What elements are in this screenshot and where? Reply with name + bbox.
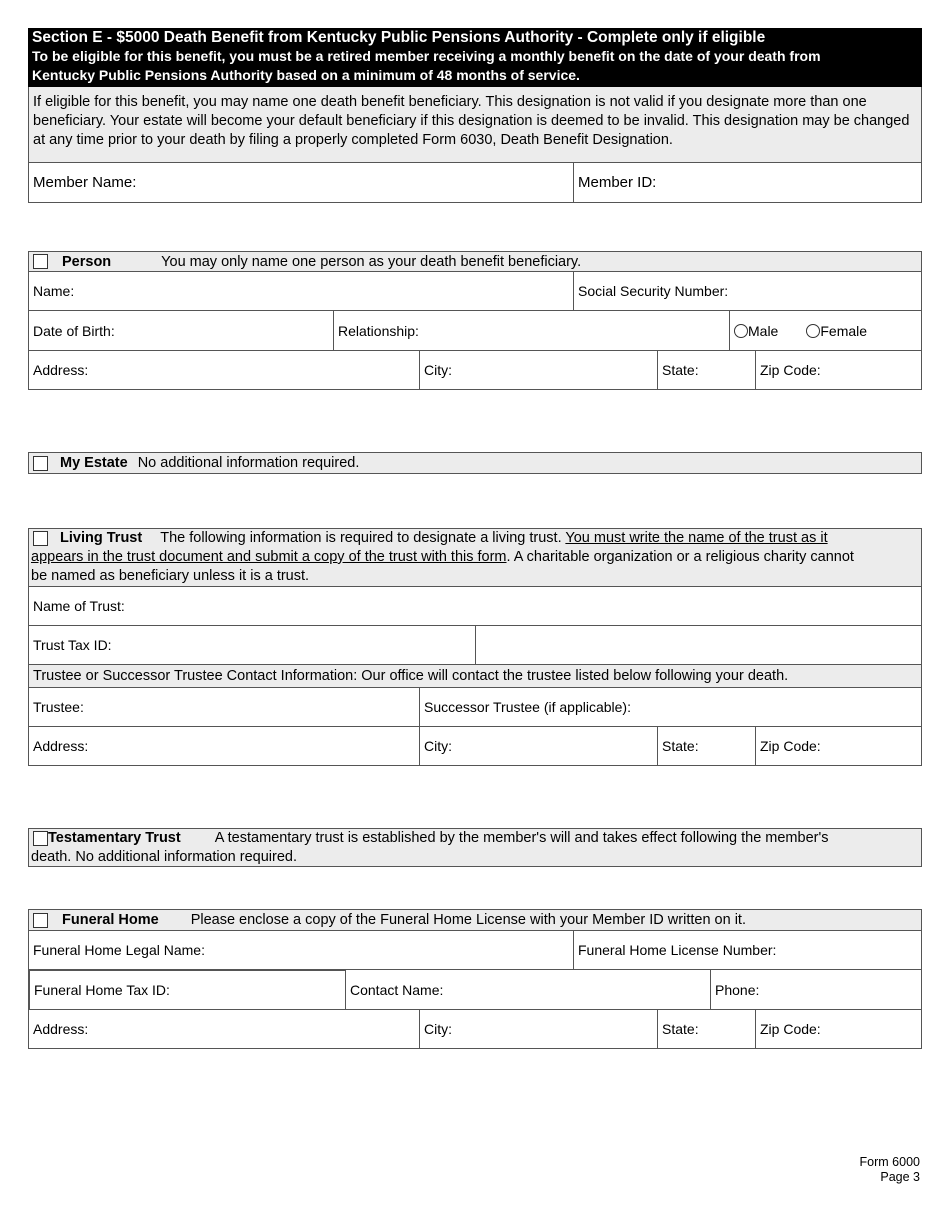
testamentary-note-2: death. No additional information required. bbox=[31, 849, 297, 865]
funeral-license-label: Funeral Home License Number: bbox=[578, 942, 777, 958]
person-relationship-label: Relationship: bbox=[338, 322, 419, 339]
estate-option-bar bbox=[28, 452, 922, 474]
testamentary-note-1: A testamentary trust is established by the member's will and takes effect following the member's bbox=[214, 830, 829, 846]
living-trust-note-underlined-1: You must write the name of the trust as it bbox=[565, 530, 828, 546]
funeral-contact-label: Contact Name: bbox=[350, 981, 444, 998]
trustee-city-field[interactable] bbox=[419, 726, 658, 766]
trustee-address-label: Address: bbox=[33, 738, 89, 754]
trustee-info-bar bbox=[28, 664, 922, 688]
funeral-address-field[interactable] bbox=[28, 1009, 420, 1049]
female-label: Female bbox=[820, 322, 868, 339]
funeral-legal-name-label: Funeral Home Legal Name: bbox=[33, 942, 205, 958]
person-dob-field[interactable] bbox=[28, 310, 334, 351]
testamentary-trust-title: Testamentary Trust bbox=[48, 830, 181, 846]
funeral-tax-id-label: Funeral Home Tax ID: bbox=[34, 982, 170, 998]
successor-trustee-label: Successor Trustee (if applicable): bbox=[424, 699, 631, 715]
living-trust-note-3: be named as beneficiary unless it is a trust. bbox=[31, 568, 310, 584]
funeral-zip-label: Zip Code: bbox=[760, 1021, 821, 1037]
funeral-home-note: Please enclose a copy of the Funeral Home License with your Member ID written on it. bbox=[190, 912, 746, 928]
person-relationship-field[interactable] bbox=[333, 310, 730, 351]
funeral-tax-id-field[interactable] bbox=[28, 969, 346, 1010]
funeral-home-checkbox[interactable] bbox=[33, 913, 48, 928]
member-name-field[interactable] bbox=[28, 163, 574, 203]
male-radio[interactable] bbox=[734, 324, 748, 338]
person-address-field[interactable] bbox=[28, 350, 420, 390]
intro-text: If eligible for this benefit, you may name one death benefit beneficiary. This designation is not valid if you designate more than one beneficiary. Your estate will become your default beneficiary if this designation is deemed to be invalid. This designation may be changed at any time prior to your death by filing a properly completed Form 6030, Death Benefit Designation. bbox=[28, 87, 922, 163]
form-number: Form 6000 bbox=[859, 1155, 920, 1169]
funeral-city-label: City: bbox=[424, 1021, 452, 1037]
person-name-field[interactable] bbox=[28, 271, 574, 311]
living-trust-checkbox[interactable] bbox=[33, 531, 48, 546]
living-trust-note-1: The following information is required to designate a living trust. bbox=[160, 530, 566, 546]
section-title: Section E - $5000 Death Benefit from Kentucky Public Pensions Authority - Complete only if eligible bbox=[32, 29, 766, 46]
eligibility-line-1: To be eligible for this benefit, you must be a retired member receiving a monthly benefit on the date of your death from bbox=[32, 48, 821, 64]
female-radio[interactable] bbox=[806, 324, 820, 338]
person-zip-field[interactable] bbox=[755, 350, 922, 390]
person-note: You may only name one person as your death benefit beneficiary. bbox=[161, 253, 582, 270]
person-state-label: State: bbox=[662, 362, 699, 378]
trustee-field[interactable] bbox=[28, 687, 420, 727]
page-footer bbox=[860, 1155, 920, 1185]
person-dob-label: Date of Birth: bbox=[33, 322, 115, 339]
living-trust-note-2: . A charitable organization or a religious charity cannot bbox=[506, 549, 854, 565]
person-address-label: Address: bbox=[33, 362, 89, 378]
section-header bbox=[28, 28, 922, 87]
funeral-state-field[interactable] bbox=[657, 1009, 756, 1049]
person-ssn-label: Social Security Number: bbox=[578, 283, 729, 299]
funeral-city-field[interactable] bbox=[419, 1009, 658, 1049]
trustee-zip-field[interactable] bbox=[755, 726, 922, 766]
trustee-label: Trustee: bbox=[33, 699, 84, 715]
living-trust-title: Living Trust bbox=[60, 530, 143, 546]
living-trust-note-underlined-2: appears in the trust document and submit a copy of the trust with this form bbox=[31, 549, 507, 565]
eligibility-line-2: Kentucky Public Pensions Authority based on a minimum of 48 months of service. bbox=[32, 67, 580, 83]
funeral-home-title: Funeral Home bbox=[62, 912, 159, 928]
funeral-address-label: Address: bbox=[33, 1021, 89, 1037]
trust-name-field[interactable] bbox=[28, 586, 922, 626]
funeral-contact-field[interactable] bbox=[345, 969, 711, 1010]
testamentary-trust-option-bar bbox=[28, 828, 922, 867]
funeral-home-option-bar bbox=[28, 909, 922, 931]
member-id-label: Member ID: bbox=[578, 174, 657, 191]
trust-name-label: Name of Trust: bbox=[33, 598, 125, 614]
funeral-zip-field[interactable] bbox=[755, 1009, 922, 1049]
successor-trustee-field[interactable] bbox=[419, 687, 922, 727]
person-gender-field bbox=[729, 310, 922, 351]
funeral-license-field[interactable] bbox=[573, 930, 922, 970]
trustee-address-field[interactable] bbox=[28, 726, 420, 766]
testamentary-trust-checkbox[interactable] bbox=[33, 831, 48, 846]
person-title: Person bbox=[62, 253, 112, 270]
estate-note: No additional information required. bbox=[137, 455, 360, 471]
person-city-field[interactable] bbox=[419, 350, 658, 390]
member-name-label: Member Name: bbox=[33, 174, 137, 191]
trustee-state-label: State: bbox=[662, 738, 699, 754]
person-city-label: City: bbox=[424, 362, 452, 378]
trust-tax-id-field[interactable] bbox=[28, 625, 476, 665]
person-name-label: Name: bbox=[33, 283, 75, 299]
trustee-city-label: City: bbox=[424, 738, 452, 754]
person-zip-label: Zip Code: bbox=[760, 362, 821, 378]
page-number: Page 3 bbox=[880, 1170, 920, 1184]
member-id-field[interactable] bbox=[573, 163, 922, 203]
funeral-phone-field[interactable] bbox=[710, 969, 922, 1010]
funeral-phone-label: Phone: bbox=[715, 981, 760, 998]
estate-checkbox[interactable] bbox=[33, 456, 48, 471]
person-option-bar bbox=[28, 251, 922, 272]
trustee-zip-label: Zip Code: bbox=[760, 738, 821, 754]
person-ssn-field[interactable] bbox=[573, 271, 922, 311]
trust-tax-id-blank[interactable] bbox=[475, 625, 922, 665]
funeral-state-label: State: bbox=[662, 1021, 699, 1037]
trustee-state-field[interactable] bbox=[657, 726, 756, 766]
funeral-legal-name-field[interactable] bbox=[28, 930, 574, 970]
male-label: Male bbox=[748, 322, 779, 339]
person-checkbox[interactable] bbox=[33, 254, 48, 269]
living-trust-option-bar bbox=[28, 528, 922, 587]
estate-title: My Estate bbox=[60, 455, 128, 471]
person-state-field[interactable] bbox=[657, 350, 756, 390]
trust-tax-id-label: Trust Tax ID: bbox=[33, 637, 112, 653]
trustee-info-text: Trustee or Successor Trustee Contact Information: Our office will contact the trustee listed below following your death. bbox=[33, 668, 789, 684]
